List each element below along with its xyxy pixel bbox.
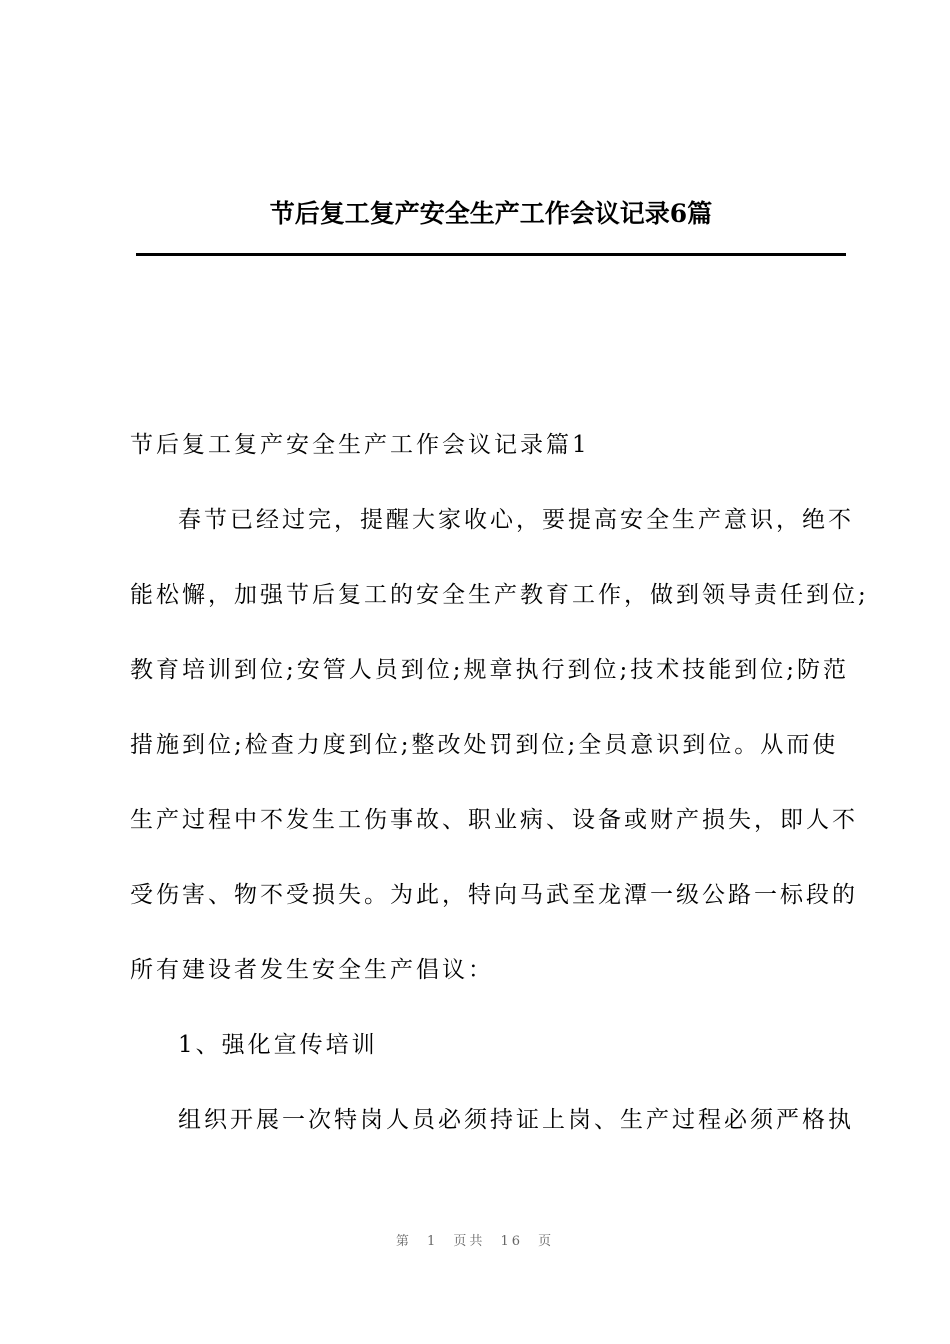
continuation-line: 组织开展一次特岗人员必须持证上岗、生产过程必须严格执 bbox=[178, 1107, 854, 1133]
title-underline bbox=[136, 253, 846, 256]
body-line-4: 措施到位;检查力度到位;整改处罚到位;全员意识到位。从而使 bbox=[130, 732, 839, 758]
body-line-1: 春节已经过完，提醒大家收心，要提高安全生产意识，绝不 bbox=[178, 507, 854, 533]
subheading: 1、强化宣传培训 bbox=[178, 1032, 378, 1058]
body-line-6: 受伤害、物不受损失。为此，特向马武至龙潭一级公路一标段的 bbox=[130, 882, 858, 908]
body-line-3: 教育培训到位;安管人员到位;规章执行到位;技术技能到位;防范 bbox=[130, 657, 849, 683]
document-title: 节后复工复产安全生产工作会议记录6篇 bbox=[269, 199, 713, 228]
page-footer: 第 1 页共 16 页 bbox=[395, 1234, 555, 1249]
body-line-2: 能松懈，加强节后复工的安全生产教育工作，做到领导责任到位; bbox=[130, 582, 869, 608]
section-heading: 节后复工复产安全生产工作会议记录篇1 bbox=[130, 432, 590, 458]
body-line-7: 所有建设者发生安全生产倡议： bbox=[130, 957, 494, 983]
body-line-5: 生产过程中不发生工伤事故、职业病、设备或财产损失，即人不 bbox=[130, 807, 858, 833]
